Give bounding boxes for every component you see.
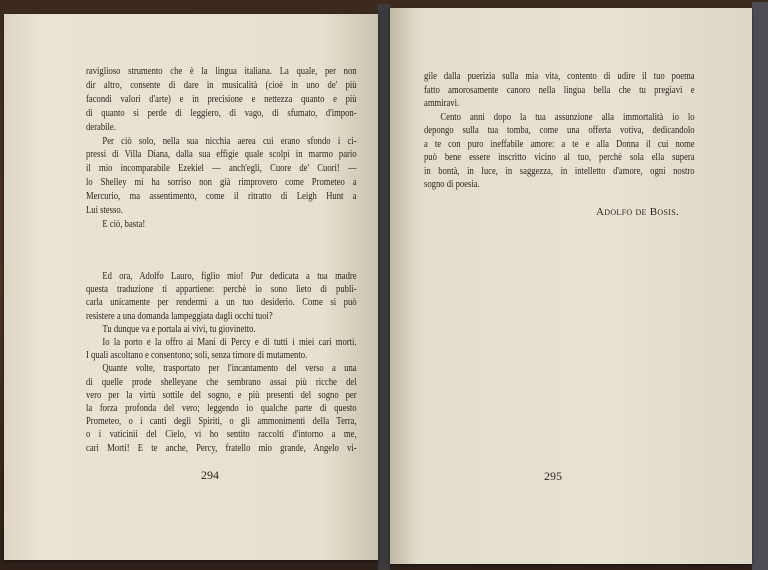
- text-line: può bene essere inscritto vicino al tuo, perchè sola ella supera: [424, 152, 695, 163]
- text-line: cari Morti! E te anche, Percy, fratello mio grande, Angelo vi-: [86, 442, 357, 454]
- text-line: di quanto si perde di leggiero, di vago, di sfumato, d'impon-: [86, 107, 357, 119]
- text-line: depongo sulla tua tomba, come una offerta votiva, dedicandolo: [424, 125, 695, 136]
- text-line: Prometeo, o i canti degli Spiriti, o gli ammonimenti della Terra,: [86, 416, 357, 428]
- text-line: fatto amorosamente canoro nella lingua bella che tu pregiavi e: [424, 84, 695, 96]
- text-line: resistere a una domanda lampeggiata dagli occhi tuoi?: [86, 310, 273, 322]
- text-line: ammiravi.: [424, 98, 460, 109]
- text-line: il mio incomparabile Ezekiel — anch'egli, Cuore de' Cuori! —: [86, 163, 357, 175]
- text-line: Quante volte, trasportato per l'incantamento del verso a una: [102, 363, 357, 375]
- right-page: [390, 8, 752, 564]
- text-line: Cento anni dopo la tua assunzione alla immortalità io lo: [440, 111, 695, 123]
- text-line: carla unicamente per rendermi a un tuo desiderio. Come si può: [86, 297, 357, 309]
- page-number-left: 294: [201, 468, 219, 482]
- signature: Adolfo de Bosis.: [596, 206, 680, 218]
- text-line: Mercurio, ma assentimento, come il ritratto di Leigh Hunt a: [86, 191, 357, 203]
- text-line: dir altro, consente di dare in musicalità (cioè in uno de' più: [86, 79, 357, 91]
- text-line: in bontà, in luce, in saggezza, in intelletto d'amore, ogni nostro: [424, 165, 695, 177]
- text-line: di quelle prode shelleyane che sembrano assai più ricche del: [86, 376, 357, 388]
- text-line: E ciò, basta!: [102, 218, 146, 230]
- text-line: pressi di Villa Diana, dalla sua effigie quale scolpì in marmo pario: [86, 149, 357, 161]
- left-text-block-1: [86, 65, 357, 232]
- text-line: a te con puro ineffabile amore: a te e alla Donna il cui nome: [424, 138, 695, 150]
- right-text-block-1: [424, 70, 695, 192]
- text-line: raviglioso strumento che è la lingua italiana. La quale, per non: [86, 66, 357, 77]
- text-line: Tu dunque va e portala ai vivi, tu giovinetto.: [102, 323, 256, 335]
- text-line: sogno di poesia.: [424, 179, 480, 190]
- text-line: gile dalla puerizia sulla mia vita, contento di udire il tuo poema: [424, 71, 695, 82]
- text-line: derabile.: [86, 121, 116, 133]
- text-line: lo Shelley mi ha sorriso non già rimprovero come Prometeo a: [86, 177, 357, 189]
- left-page: [4, 14, 378, 560]
- text-line: la forza profonda del vero; leggendo io qualche parte di questo: [86, 403, 357, 415]
- text-line: facondi valori d'arte) e in precisione e nettezza quanto e più: [86, 93, 357, 105]
- text-line: questa traduzione ti appartiene: perchè io sono lieto di publi-: [86, 284, 357, 296]
- text-line: I quali ascoltano e consentono; soli, senza timore di mutamento.: [86, 350, 308, 362]
- book-cover-edge: [752, 2, 768, 570]
- left-text-block-2: [86, 270, 357, 455]
- text-line: Ed ora, Adolfo Lauro, figlio mio! Pur dedicata a tua madre: [102, 271, 357, 282]
- text-line: Per ciò solo, nella sua nicchia aerea cui erano sfondo i ci-: [102, 135, 357, 147]
- text-line: Io la porto e la offro ai Mani di Percy e di tutti i miei cari morti.: [102, 337, 357, 349]
- page-number-right: 295: [544, 469, 562, 483]
- text-line: o i vaticinii del Cielo, vi ho sentito raccolti d'intorno a me,: [86, 429, 357, 441]
- text-line: Lui stesso.: [86, 205, 123, 217]
- book-spine: [378, 4, 390, 570]
- text-line: vero per la virtù sottile del sogno, e più presenti del sogno per: [86, 389, 357, 401]
